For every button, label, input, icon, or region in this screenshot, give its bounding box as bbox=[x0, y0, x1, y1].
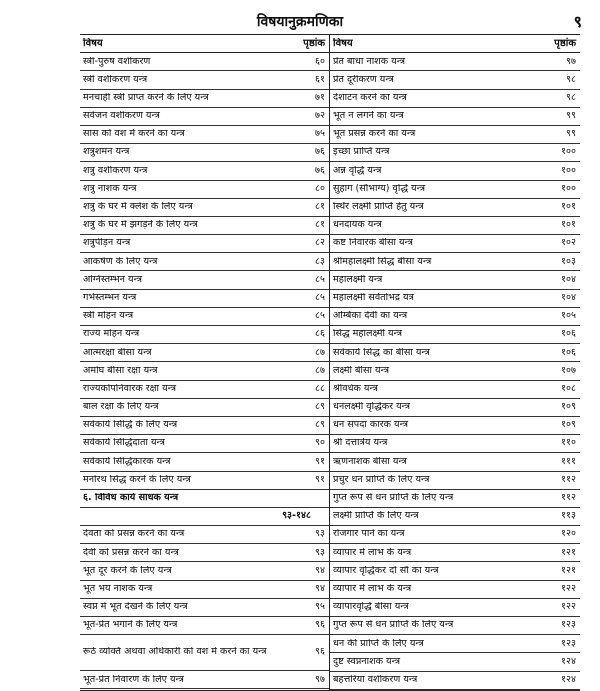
contents-table bbox=[80, 34, 580, 691]
row-page: १०१ bbox=[561, 201, 576, 212]
section-page-range: ९३-१४८ bbox=[80, 508, 329, 526]
table-row bbox=[80, 290, 329, 308]
table-row bbox=[80, 435, 329, 453]
row-page: १२१ bbox=[561, 546, 576, 558]
row-page: ९३ bbox=[315, 528, 325, 540]
table-row bbox=[80, 399, 329, 417]
row-subject: अम्बिका देवी का यन्त्र bbox=[333, 311, 408, 322]
row-page: १२४ bbox=[561, 673, 576, 685]
row-subject: अन्न वृद्धि यन्त्र bbox=[333, 165, 382, 176]
row-page: ९६ bbox=[315, 619, 325, 631]
row-subject: श्रीमहालक्ष्मी सिद्ध बीसा यन्त्र bbox=[333, 256, 432, 267]
table-row bbox=[80, 617, 329, 635]
row-subject: स्त्री वशीकरण यन्त्र bbox=[83, 74, 148, 85]
row-subject: अग्निस्तम्भन यन्त्र bbox=[83, 274, 143, 285]
row-page: १२० bbox=[561, 528, 576, 540]
row-page: ११० bbox=[561, 437, 576, 449]
table-row bbox=[330, 472, 580, 490]
table-row bbox=[80, 108, 329, 126]
table-row bbox=[80, 526, 329, 544]
table-row bbox=[330, 399, 580, 417]
table-row bbox=[330, 381, 580, 399]
table-row bbox=[330, 435, 580, 453]
row-page: ८६ bbox=[315, 328, 325, 340]
row-subject: बहत्तरिया वशीकरण यन्त्र bbox=[333, 674, 418, 685]
table-row bbox=[330, 290, 580, 308]
table-row bbox=[330, 199, 580, 217]
row-page: ७६ bbox=[315, 146, 325, 158]
row-subject: धनदायक यन्त्र bbox=[333, 220, 382, 231]
table-row bbox=[80, 271, 329, 289]
row-page: १२३ bbox=[561, 637, 576, 649]
row-subject: स्त्री मोहन यन्त्र bbox=[83, 311, 134, 322]
row-page: ९० bbox=[315, 437, 325, 449]
table-row bbox=[330, 508, 580, 526]
page-header bbox=[12, 10, 588, 34]
row-subject: इच्छा प्राप्ति यन्त्र bbox=[333, 147, 390, 158]
table-row bbox=[330, 108, 580, 126]
table-row bbox=[330, 599, 580, 617]
row-page: १२२ bbox=[561, 582, 576, 594]
row-page: ८८ bbox=[315, 382, 325, 394]
page-title: विषयानुक्रमणिका bbox=[256, 14, 344, 30]
row-subject: अमोघ बीसा रक्षा यन्त्र bbox=[83, 365, 158, 376]
row-page: ९४ bbox=[315, 564, 325, 576]
row-page: ८५ bbox=[315, 291, 325, 303]
table-row bbox=[330, 217, 580, 235]
table-row bbox=[80, 326, 329, 344]
table-row bbox=[80, 126, 329, 144]
table-row bbox=[80, 217, 329, 235]
row-subject: व्यापार वृद्धिकर दो सौ का यन्त्र bbox=[333, 565, 439, 576]
row-subject: सर्वजन वशीकरण यन्त्र bbox=[83, 111, 160, 122]
row-page: १२४ bbox=[561, 655, 576, 667]
row-page: १०९ bbox=[561, 419, 576, 431]
table-row bbox=[80, 417, 329, 435]
row-page: ७१ bbox=[315, 91, 325, 103]
row-page: ९७ bbox=[315, 673, 325, 685]
row-page: ८१ bbox=[315, 201, 325, 212]
row-subject: भूत भय नाशक यन्त्र bbox=[83, 583, 153, 594]
table-row bbox=[330, 126, 580, 144]
row-subject: व्यापार में लाभ के यन्त्र bbox=[333, 583, 412, 594]
row-page: ९१ bbox=[315, 455, 325, 467]
subject-header: विषय bbox=[83, 38, 103, 50]
table-row bbox=[80, 472, 329, 490]
section-heading: ६. विविध कार्य साधक यन्त्र bbox=[80, 490, 329, 508]
table-row bbox=[80, 90, 329, 108]
row-page: १०६ bbox=[561, 328, 576, 340]
row-subject: आत्मरक्षा बीसा यन्त्र bbox=[83, 347, 152, 358]
row-page: ९९ bbox=[566, 110, 576, 122]
row-subject: मनचाही स्त्री प्राप्त करने के लिए यन्त्र bbox=[83, 92, 209, 103]
row-subject: सास को वश में करने का यन्त्र bbox=[83, 129, 185, 140]
row-page: ८१ bbox=[315, 219, 325, 231]
row-page: १०८ bbox=[561, 382, 576, 394]
row-subject: शत्रु के घर मे झगड़ने के लिए यन्त्र bbox=[83, 220, 198, 231]
row-subject: दुष्ट स्वप्ननाशक यन्त्र bbox=[333, 656, 400, 667]
row-page: १०० bbox=[561, 164, 576, 176]
table-row bbox=[330, 490, 580, 508]
table-row bbox=[80, 344, 329, 362]
row-subject: सुहाग (सौभाग्य) वृद्धि यन्त्र bbox=[333, 183, 426, 194]
row-page: ८७ bbox=[315, 346, 325, 358]
row-subject: शत्रुपीड़न यन्त्र bbox=[83, 238, 131, 249]
table-row bbox=[80, 671, 329, 689]
row-subject: देवता को प्रसन्न करने का यन्त्र bbox=[83, 529, 185, 540]
row-subject: राज्यकोपनिवारक रक्षा यन्त्र bbox=[83, 383, 177, 394]
row-subject: सिद्ध महालक्ष्मी यन्त्र bbox=[333, 329, 403, 340]
row-subject: स्त्री-पुरुष वशीकरण bbox=[83, 56, 151, 67]
row-page: १०५ bbox=[561, 310, 576, 322]
row-page: ८३ bbox=[315, 255, 325, 267]
page-number: ९ bbox=[573, 12, 582, 31]
row-subject: राज्य मोहन यन्त्र bbox=[83, 329, 140, 340]
table-row bbox=[330, 162, 580, 180]
right-column bbox=[330, 35, 580, 690]
table-row bbox=[80, 181, 329, 199]
row-page: ९७ bbox=[566, 55, 576, 67]
column-header bbox=[80, 35, 329, 53]
row-page: ८९ bbox=[315, 401, 325, 413]
table-row bbox=[330, 271, 580, 289]
row-subject: बाल रक्षा के लिए यन्त्र bbox=[83, 402, 159, 413]
row-subject: आकर्षण के लिए यन्त्र bbox=[83, 256, 158, 267]
row-page: ९३ bbox=[315, 546, 325, 558]
subject-header: विषय bbox=[333, 38, 353, 50]
table-row bbox=[80, 599, 329, 617]
row-subject: महालक्ष्मी यन्त्र bbox=[333, 274, 383, 285]
column-header bbox=[330, 35, 580, 53]
row-subject: प्रेत बाधा नाशक यन्त्र bbox=[333, 56, 406, 67]
row-page: ६० bbox=[315, 55, 325, 67]
row-page: ८९ bbox=[315, 419, 325, 431]
row-page: १०० bbox=[561, 146, 576, 158]
row-subject: ऋणनाशक बीसा यन्त्र bbox=[333, 456, 407, 467]
row-page: ९९ bbox=[566, 128, 576, 140]
row-page: १०७ bbox=[561, 364, 576, 376]
row-page: १०६ bbox=[561, 346, 576, 358]
row-page: ८५ bbox=[315, 310, 325, 322]
row-subject: गुप्त रूप से धन प्राप्ति के लिए यन्त्र bbox=[333, 493, 454, 503]
table-row bbox=[330, 71, 580, 89]
table-row bbox=[330, 544, 580, 562]
row-subject: शत्रु नाशक यन्त्र bbox=[83, 183, 137, 194]
table-row bbox=[80, 235, 329, 253]
row-page: १०४ bbox=[561, 273, 576, 285]
row-subject: व्यापार में लाभ के यन्त्र bbox=[333, 547, 412, 558]
row-subject: शत्रुशमन यन्त्र bbox=[83, 147, 130, 158]
table-row bbox=[330, 181, 580, 199]
row-page: ९८ bbox=[566, 91, 576, 103]
table-row bbox=[80, 381, 329, 399]
table-row bbox=[80, 544, 329, 562]
row-subject: भूत न लगने का यन्त्र bbox=[333, 111, 404, 122]
page-header-label: पृष्ठांक bbox=[303, 38, 325, 50]
row-subject: मनोरथ सिद्ध करने के लिए यन्त्र bbox=[83, 474, 191, 485]
table-row bbox=[330, 362, 580, 380]
table-row bbox=[330, 326, 580, 344]
row-subject: सर्वकार्य सिद्धि के लिए यन्त्र bbox=[83, 420, 178, 431]
table-row bbox=[80, 362, 329, 380]
table-row bbox=[80, 253, 329, 271]
row-page: १०९ bbox=[561, 401, 576, 413]
row-subject: श्री दत्तात्रेय यन्त्र bbox=[333, 438, 388, 449]
row-subject: धन संपदा कारक यन्त्र bbox=[333, 420, 409, 431]
table-row bbox=[330, 344, 580, 362]
row-page: ८५ bbox=[315, 273, 325, 285]
row-subject: भूत दूर करने के लिए यन्त्र bbox=[83, 565, 172, 576]
row-page: ६१ bbox=[315, 73, 325, 85]
row-page: ७२ bbox=[315, 110, 325, 122]
table-row bbox=[330, 453, 580, 471]
row-page: १०० bbox=[561, 182, 576, 194]
row-subject: गर्भस्तम्भन यन्त्र bbox=[83, 292, 137, 303]
row-page: ९४ bbox=[315, 582, 325, 594]
row-subject: स्वप्न में भूत देखने के लिए यन्त्र bbox=[83, 602, 188, 613]
row-subject: शत्रु वशीकरण यन्त्र bbox=[83, 165, 148, 176]
row-subject: गुप्त रूप से धन प्राप्ति के लिए यन्त्र bbox=[333, 620, 454, 631]
row-subject: सर्वकार्य सिद्ध का बीसा यन्त्र bbox=[333, 347, 430, 358]
row-subject: कष्ट निवारक बीसा यन्त्र bbox=[333, 238, 413, 249]
row-subject: लक्ष्मी प्राप्ति के लिए यन्त्र bbox=[333, 511, 419, 522]
row-page: ७५ bbox=[315, 128, 325, 140]
row-page: १०१ bbox=[561, 219, 576, 231]
table-row bbox=[330, 672, 580, 690]
row-subject: सर्वकार्य सिद्धिकारक यन्त्र bbox=[83, 456, 171, 467]
row-page: ११२ bbox=[561, 492, 576, 503]
table-row bbox=[80, 562, 329, 580]
table-row bbox=[330, 617, 580, 635]
row-page: ८२ bbox=[315, 237, 325, 249]
table-row bbox=[330, 144, 580, 162]
row-page: १०२ bbox=[561, 237, 576, 249]
row-subject: प्रचुर धन प्राप्ति के लिए यन्त्र bbox=[333, 474, 430, 485]
table-row bbox=[330, 635, 580, 653]
table-row bbox=[80, 53, 329, 71]
row-subject: भूत-प्रेत निवारण के लिए यन्त्र bbox=[83, 674, 184, 685]
table-row bbox=[330, 526, 580, 544]
row-subject: लक्ष्मी बीसा यन्त्र bbox=[333, 365, 390, 376]
left-column bbox=[80, 35, 330, 690]
table-row bbox=[80, 581, 329, 599]
table-row bbox=[80, 199, 329, 217]
row-subject: स्थिर लक्ष्मी प्राप्ति हेतु यन्त्र bbox=[333, 202, 424, 212]
table-row bbox=[80, 162, 329, 180]
row-page: ११२ bbox=[561, 473, 576, 485]
row-page: १११ bbox=[561, 455, 576, 467]
row-subject: देशाटन करने का यन्त्र bbox=[333, 92, 407, 103]
table-row bbox=[330, 90, 580, 108]
table-row bbox=[330, 253, 580, 271]
table-row bbox=[330, 308, 580, 326]
row-page: ९८ bbox=[566, 73, 576, 85]
row-page: १०४ bbox=[561, 291, 576, 303]
row-subject: देवी को प्रसन्न करने का यन्त्र bbox=[83, 547, 179, 558]
row-subject: धन की प्राप्ति के लिए यन्त्र bbox=[333, 638, 424, 649]
table-row bbox=[80, 71, 329, 89]
row-subject: धनलक्ष्मी वृद्धिकर यन्त्र bbox=[333, 402, 411, 413]
table-row bbox=[330, 562, 580, 580]
page-header-label: पृष्ठांक bbox=[554, 38, 576, 50]
row-page: ८७ bbox=[315, 364, 325, 376]
row-page: १०३ bbox=[561, 255, 576, 267]
row-subject: व्यापारवृद्धि बीसा यन्त्र bbox=[333, 602, 409, 613]
table-row bbox=[80, 453, 329, 471]
row-page: ७६ bbox=[315, 164, 325, 176]
row-subject: रोजगार पाने का यन्त्र bbox=[333, 529, 405, 540]
row-page: ८० bbox=[315, 182, 325, 194]
row-page: १२२ bbox=[561, 601, 576, 613]
row-subject: शत्रु के घर में क्लेश के लिए यन्त्र bbox=[83, 202, 193, 212]
table-row bbox=[80, 308, 329, 326]
table-row bbox=[330, 581, 580, 599]
row-page: १२१ bbox=[561, 564, 576, 576]
table-row bbox=[330, 653, 580, 671]
row-subject: सर्वकार्य सिद्धिदाता यन्त्र bbox=[83, 438, 165, 449]
table-row bbox=[330, 417, 580, 435]
table-row bbox=[330, 53, 580, 71]
row-subject: श्रीवर्धक यन्त्र bbox=[333, 383, 378, 394]
row-page: ११३ bbox=[561, 510, 576, 522]
table-row: रूठे व्यक्ति अथवा अधिकारी को वश में करने का यन्त्र ९६ bbox=[80, 635, 329, 671]
row-subject: प्रेत दूरीकरण यन्त्र bbox=[333, 74, 394, 85]
row-subject: भूत प्रसन्न करने का यन्त्र bbox=[333, 129, 416, 140]
row-subject: भूत-प्रेत भगाने के लिए यन्त्र bbox=[83, 620, 178, 631]
row-page: ९१ bbox=[315, 473, 325, 485]
table-row bbox=[80, 144, 329, 162]
row-page: ९५ bbox=[315, 601, 325, 613]
row-page: १२३ bbox=[561, 619, 576, 631]
row-subject: महालक्ष्मी सर्वतोभद्र यंत्र bbox=[333, 292, 414, 303]
table-row bbox=[330, 235, 580, 253]
